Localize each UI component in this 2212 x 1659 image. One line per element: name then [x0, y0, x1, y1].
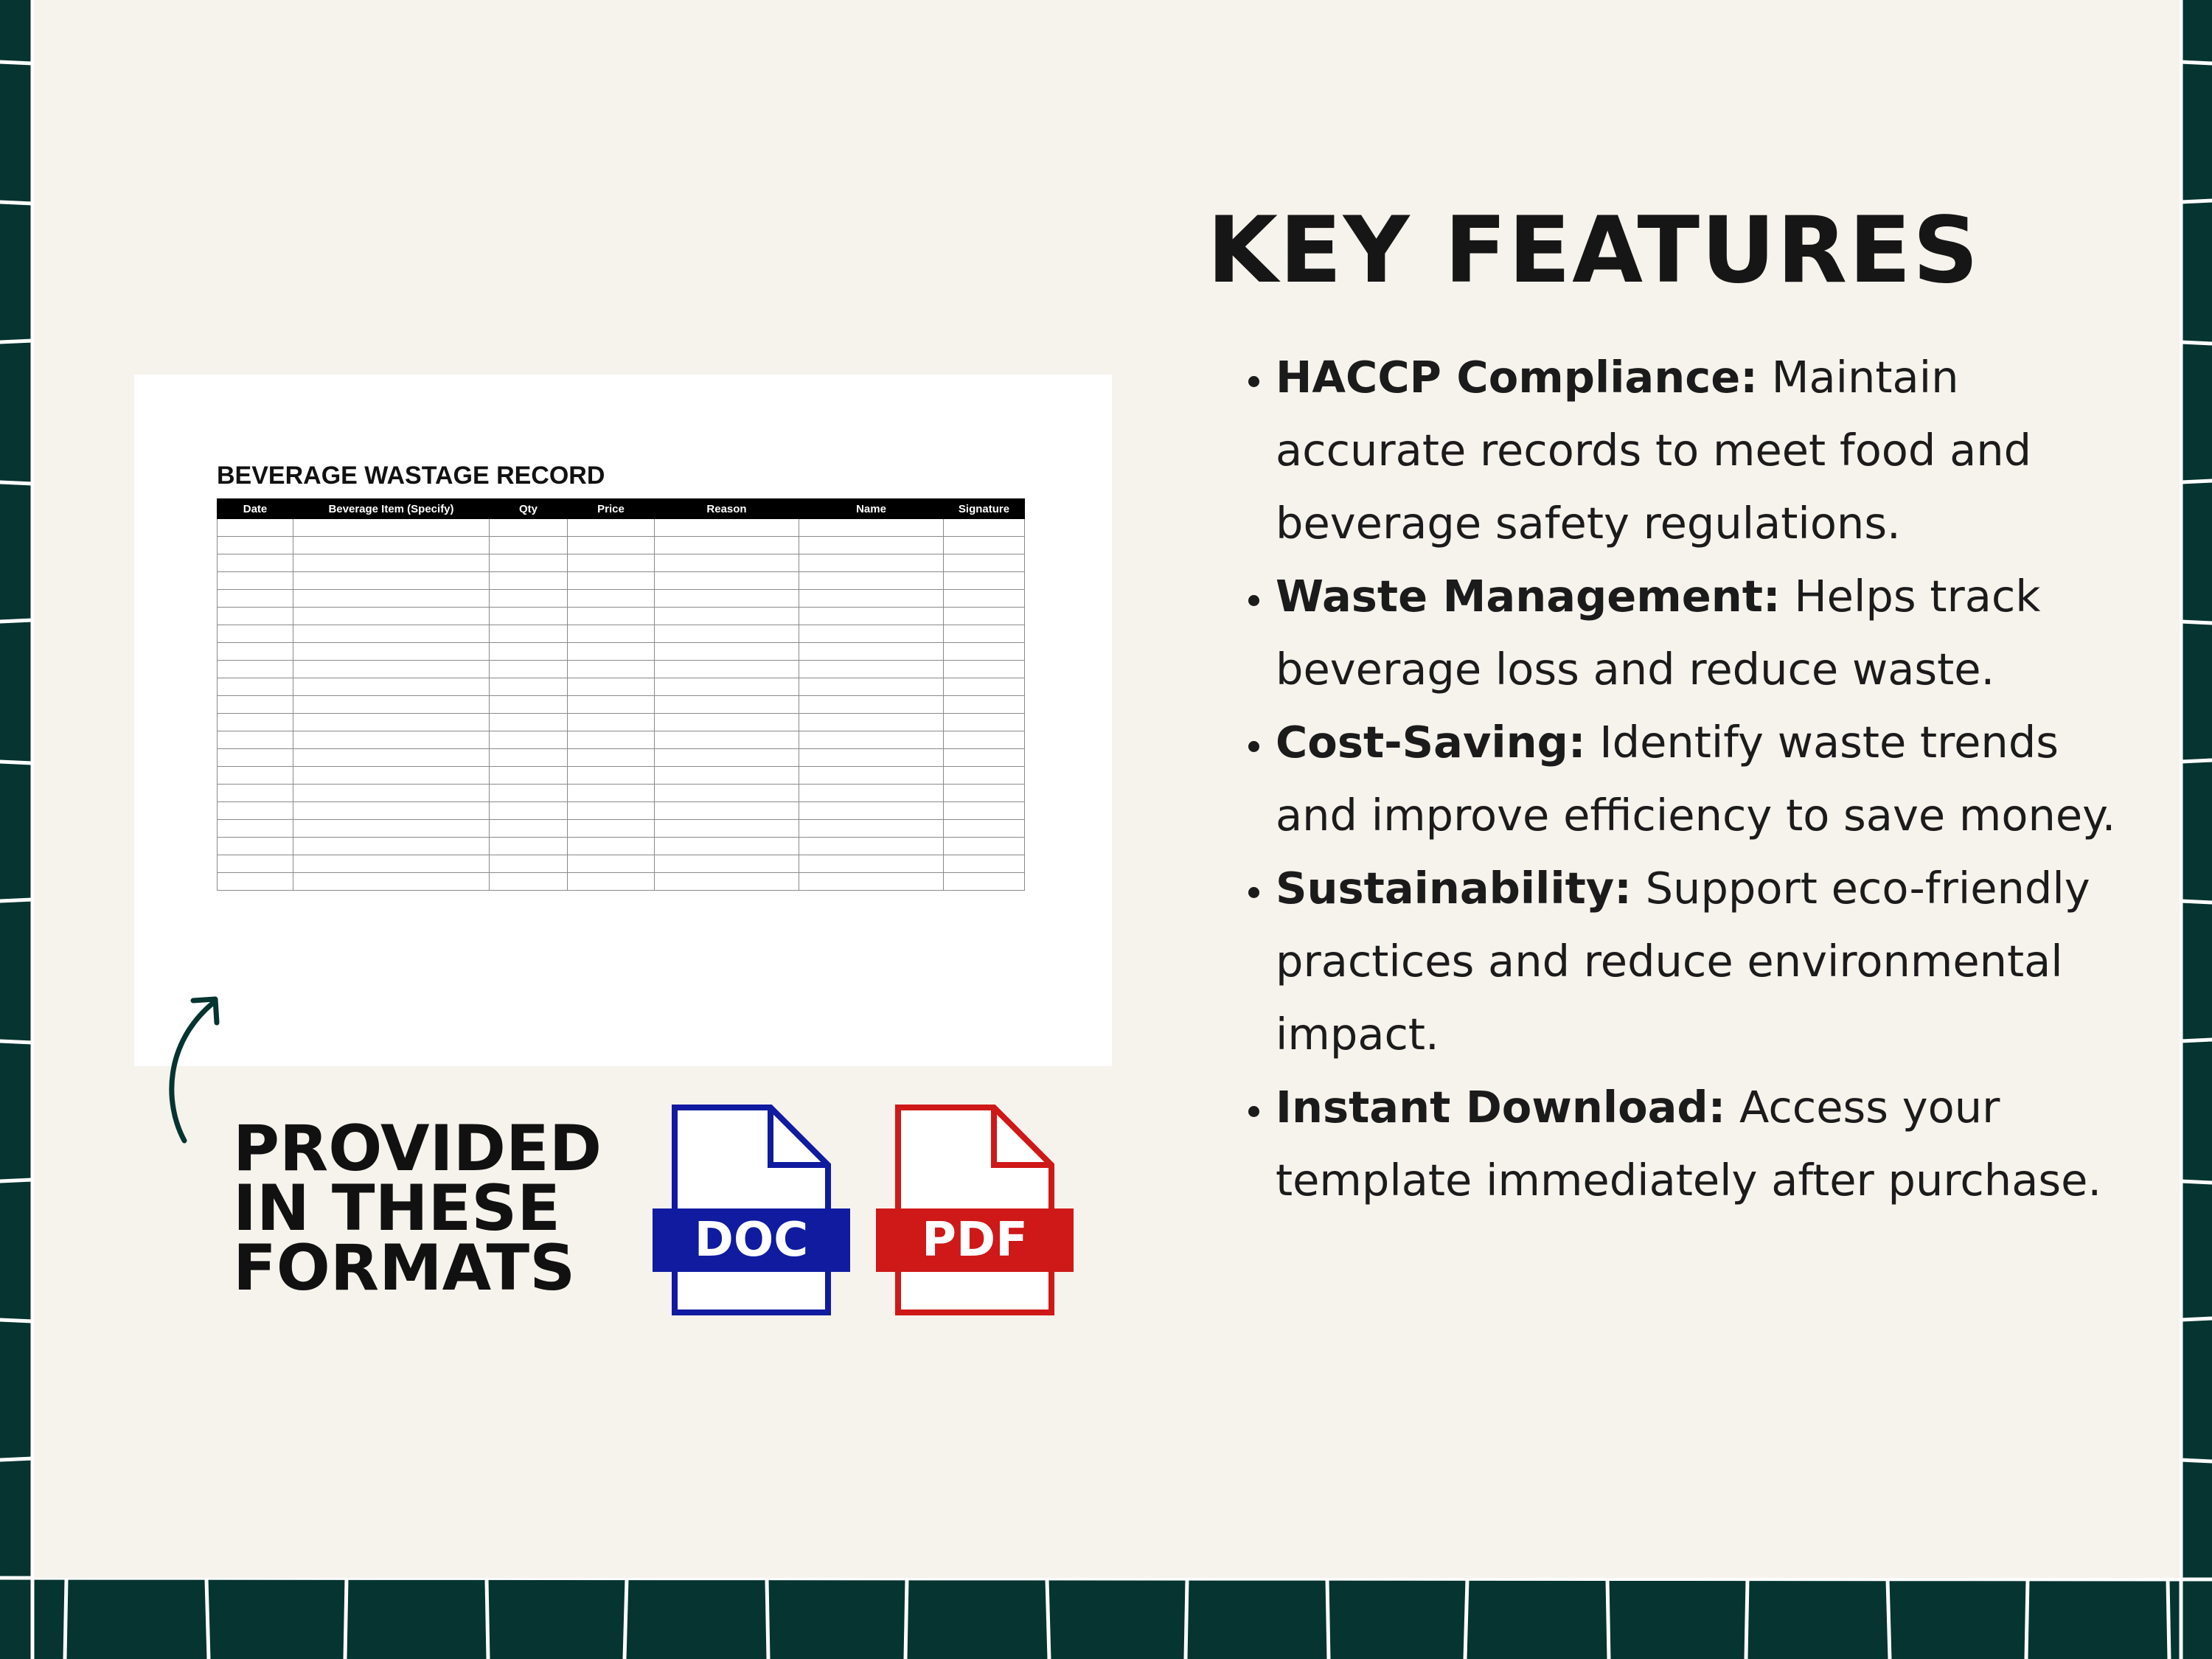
doc-file-icon: [653, 1105, 850, 1315]
table-cell: [799, 696, 944, 714]
curved-arrow-up-icon: [164, 984, 237, 1161]
table-cell: [490, 731, 568, 749]
table-cell: [490, 590, 568, 608]
table-row: [218, 696, 1025, 714]
column-header: Name: [799, 499, 944, 519]
table-cell: [568, 519, 655, 537]
feature-item: [1276, 852, 2149, 1071]
feature-item: [1276, 560, 2149, 706]
table-row: [218, 873, 1025, 891]
table-cell: [490, 572, 568, 590]
feature-name: Waste Management:: [1276, 571, 1781, 622]
key-features-heading: KEY FEATURES: [1207, 198, 1980, 304]
column-header: Reason: [655, 499, 799, 519]
table-row: [218, 608, 1025, 625]
table-cell: [490, 519, 568, 537]
table-cell: [293, 661, 490, 678]
feature-item: [1276, 1071, 2149, 1217]
table-cell: [293, 820, 490, 838]
table-cell: [218, 802, 293, 820]
table-cell: [655, 873, 799, 891]
table-cell: [218, 678, 293, 696]
table-header-row: [218, 499, 1025, 519]
table-cell: [218, 855, 293, 873]
table-cell: [799, 554, 944, 572]
table-cell: [944, 785, 1025, 802]
table-cell: [293, 590, 490, 608]
table-cell: [218, 767, 293, 785]
pdf-badge: PDF: [876, 1208, 1074, 1272]
table-cell: [490, 873, 568, 891]
table-cell: [944, 519, 1025, 537]
table-cell: [799, 537, 944, 554]
table-cell: [799, 608, 944, 625]
table-cell: [799, 855, 944, 873]
table-cell: [655, 590, 799, 608]
table-cell: [799, 625, 944, 643]
table-cell: [218, 625, 293, 643]
table-cell: [944, 678, 1025, 696]
table-cell: [568, 661, 655, 678]
table-cell: [490, 785, 568, 802]
table-cell: [293, 714, 490, 731]
table-cell: [655, 696, 799, 714]
feature-name: Sustainability:: [1276, 863, 1632, 914]
table-cell: [293, 855, 490, 873]
table-cell: [799, 820, 944, 838]
table-cell: [568, 802, 655, 820]
table-cell: [490, 554, 568, 572]
table-cell: [655, 767, 799, 785]
feature-text: Helps track beverage loss and reduce waste.: [1276, 571, 2041, 695]
table-cell: [568, 572, 655, 590]
table-cell: [293, 873, 490, 891]
table-cell: [799, 590, 944, 608]
table-row: [218, 767, 1025, 785]
table-cell: [568, 625, 655, 643]
table-cell: [490, 643, 568, 661]
table-cell: [293, 625, 490, 643]
table-cell: [293, 802, 490, 820]
table-cell: [218, 608, 293, 625]
table-row: [218, 749, 1025, 767]
table-row: [218, 590, 1025, 608]
table-cell: [293, 731, 490, 749]
table-cell: [293, 678, 490, 696]
table-cell: [568, 537, 655, 554]
table-cell: [944, 661, 1025, 678]
feature-name: Instant Download:: [1276, 1082, 1726, 1133]
column-header: Qty: [490, 499, 568, 519]
feature-name: HACCP Compliance:: [1276, 352, 1758, 403]
table-cell: [218, 838, 293, 855]
table-cell: [655, 855, 799, 873]
table-cell: [944, 643, 1025, 661]
pdf-file-icon: [876, 1105, 1074, 1315]
table-cell: [218, 696, 293, 714]
table-cell: [655, 820, 799, 838]
table-cell: [293, 838, 490, 855]
feature-text: Maintain accurate records to meet food and beverage safety regulations.: [1276, 352, 2032, 549]
table-row: [218, 519, 1025, 537]
formats-label: [233, 1112, 602, 1305]
table-cell: [944, 608, 1025, 625]
table-cell: [293, 572, 490, 590]
table-cell: [799, 749, 944, 767]
table-cell: [490, 802, 568, 820]
column-header: Signature: [944, 499, 1025, 519]
table-cell: [799, 572, 944, 590]
table-cell: [944, 802, 1025, 820]
table-row: [218, 554, 1025, 572]
table-cell: [293, 696, 490, 714]
table-cell: [655, 608, 799, 625]
table-cell: [218, 590, 293, 608]
table-cell: [293, 749, 490, 767]
table-cell: [490, 820, 568, 838]
table-cell: [568, 838, 655, 855]
table-cell: [568, 590, 655, 608]
feature-item: [1276, 341, 2149, 560]
table-row: [218, 572, 1025, 590]
feature-text: Access your template immediately after purchase.: [1276, 1082, 2102, 1206]
table-cell: [218, 785, 293, 802]
table-cell: [799, 678, 944, 696]
table-cell: [218, 519, 293, 537]
table-cell: [218, 661, 293, 678]
table-cell: [944, 838, 1025, 855]
table-cell: [568, 678, 655, 696]
table-cell: [799, 873, 944, 891]
table-row: [218, 714, 1025, 731]
table-cell: [218, 572, 293, 590]
formats-label-line: PROVIDED: [233, 1112, 602, 1186]
table-cell: [218, 643, 293, 661]
table-cell: [944, 537, 1025, 554]
table-row: [218, 802, 1025, 820]
table-cell: [293, 519, 490, 537]
table-cell: [944, 820, 1025, 838]
table-cell: [218, 749, 293, 767]
table-cell: [655, 643, 799, 661]
feature-name: Cost-Saving:: [1276, 717, 1586, 768]
table-row: [218, 678, 1025, 696]
table-cell: [218, 714, 293, 731]
formats-label-line: IN THESE: [233, 1172, 560, 1245]
table-cell: [568, 749, 655, 767]
table-cell: [293, 608, 490, 625]
table-cell: [218, 820, 293, 838]
table-cell: [799, 661, 944, 678]
table-cell: [799, 802, 944, 820]
table-cell: [655, 731, 799, 749]
table-cell: [655, 785, 799, 802]
table-cell: [944, 731, 1025, 749]
table-cell: [655, 554, 799, 572]
table-cell: [568, 554, 655, 572]
table-cell: [568, 820, 655, 838]
table-cell: [568, 785, 655, 802]
feature-list: [1235, 341, 2149, 1217]
table-cell: [655, 678, 799, 696]
wastage-record-table: [217, 498, 1025, 891]
table-cell: [568, 731, 655, 749]
table-cell: [568, 608, 655, 625]
table-cell: [568, 855, 655, 873]
table-cell: [944, 873, 1025, 891]
feature-text: Identify waste trends and improve efficiency to save money.: [1276, 717, 2116, 841]
table-cell: [655, 537, 799, 554]
table-cell: [799, 643, 944, 661]
table-cell: [490, 749, 568, 767]
table-cell: [218, 873, 293, 891]
table-cell: [944, 554, 1025, 572]
table-row: [218, 643, 1025, 661]
table-cell: [568, 643, 655, 661]
table-row: [218, 625, 1025, 643]
table-cell: [218, 554, 293, 572]
table-cell: [293, 537, 490, 554]
table-cell: [655, 749, 799, 767]
doc-badge: DOC: [653, 1208, 850, 1272]
table-row: [218, 838, 1025, 855]
table-cell: [490, 608, 568, 625]
table-cell: [490, 838, 568, 855]
table-cell: [655, 572, 799, 590]
table-cell: [944, 855, 1025, 873]
table-cell: [655, 802, 799, 820]
formats-label-line: FORMATS: [233, 1231, 576, 1305]
table-row: [218, 537, 1025, 554]
table-cell: [944, 749, 1025, 767]
table-cell: [655, 519, 799, 537]
table-cell: [293, 643, 490, 661]
table-cell: [490, 767, 568, 785]
table-cell: [944, 625, 1025, 643]
feature-item: [1276, 706, 2149, 852]
table-row: [218, 855, 1025, 873]
table-cell: [799, 519, 944, 537]
table-cell: [799, 731, 944, 749]
table-cell: [799, 767, 944, 785]
table-cell: [944, 696, 1025, 714]
table-cell: [568, 696, 655, 714]
table-cell: [655, 661, 799, 678]
table-cell: [490, 855, 568, 873]
table-cell: [944, 590, 1025, 608]
table-cell: [293, 554, 490, 572]
table-cell: [218, 537, 293, 554]
table-cell: [655, 838, 799, 855]
column-header: Date: [218, 499, 293, 519]
table-cell: [655, 625, 799, 643]
table-row: [218, 785, 1025, 802]
table-cell: [799, 838, 944, 855]
table-cell: [568, 873, 655, 891]
table-cell: [490, 625, 568, 643]
table-body: [218, 519, 1025, 891]
table-cell: [490, 714, 568, 731]
preview-title: BEVERAGE WASTAGE RECORD: [217, 462, 605, 490]
table-cell: [944, 572, 1025, 590]
table-cell: [568, 767, 655, 785]
table-cell: [490, 537, 568, 554]
table-row: [218, 731, 1025, 749]
table-cell: [944, 714, 1025, 731]
table-cell: [218, 731, 293, 749]
table-cell: [490, 678, 568, 696]
feature-text: Support eco-friendly practices and reduce environmental impact.: [1276, 863, 2090, 1060]
column-header: Beverage Item (Specify): [293, 499, 490, 519]
table-row: [218, 661, 1025, 678]
table-cell: [490, 661, 568, 678]
table-cell: [655, 714, 799, 731]
table-cell: [799, 714, 944, 731]
table-cell: [293, 785, 490, 802]
template-preview: [134, 375, 1112, 1066]
table-cell: [490, 696, 568, 714]
table-cell: [944, 767, 1025, 785]
table-cell: [293, 767, 490, 785]
table-cell: [568, 714, 655, 731]
column-header: Price: [568, 499, 655, 519]
table-row: [218, 820, 1025, 838]
table-cell: [799, 785, 944, 802]
